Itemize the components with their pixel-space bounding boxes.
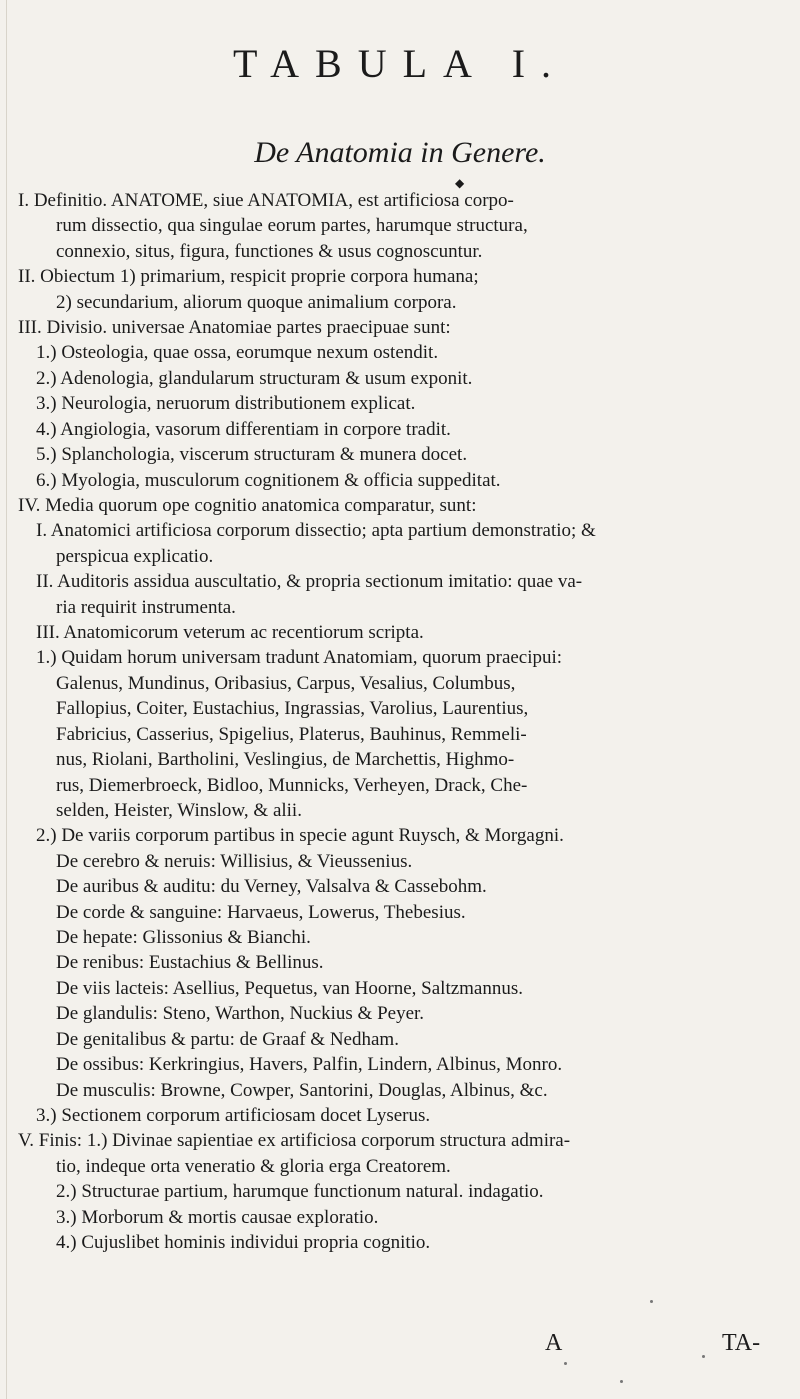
text-line: 1.) Quidam horum universam tradunt Anatomiam, quorum praecipui:: [36, 647, 563, 668]
text-line: De ossibus: Kerkringius, Havers, Palfin, Lindern, Albinus, Monro.: [56, 1054, 563, 1075]
text-line: nus, Riolani, Bartholini, Veslingius, de Marchettis, Highmo-: [56, 749, 515, 770]
text-line: De viis lacteis: Asellius, Pequetus, van Hoorne, Saltzmannus.: [56, 978, 524, 999]
text-line: I. Definitio. ANATOME, siue ANATOMIA, est artificiosa corpo-: [18, 190, 514, 211]
text-line: 2.) Adenologia, glandularum structuram & usum exponit.: [36, 368, 473, 389]
text-line: De corde & sanguine: Harvaeus, Lowerus, Thebesius.: [56, 902, 466, 923]
text-line: De hepate: Glissonius & Bianchi.: [56, 927, 311, 948]
text-line: 2.) De variis corporum partibus in specie agunt Ruysch, & Morgagni.: [36, 825, 564, 846]
text-line: 1.) Osteologia, quae ossa, eorumque nexum ostendit.: [36, 342, 439, 363]
text-line: 2.) Structurae partium, harumque functionum natural. indagatio.: [56, 1181, 544, 1202]
text-line: De auribus & auditu: du Verney, Valsalva & Cassebohm.: [56, 876, 487, 897]
text-line: I. Anatomici artificiosa corporum dissectio; apta partium demonstratio; &: [36, 520, 596, 541]
ink-speck: [620, 1380, 623, 1383]
page-edge: [6, 0, 7, 1399]
text-line: De musculis: Browne, Cowper, Santorini, Douglas, Albinus, &c.: [56, 1080, 548, 1101]
text-line: 6.) Myologia, musculorum cognitionem & officia suppeditat.: [36, 470, 501, 491]
text-line: Galenus, Mundinus, Oribasius, Carpus, Vesalius, Columbus,: [56, 673, 516, 694]
text-line: De cerebro & neruis: Willisius, & Vieussenius.: [56, 851, 413, 872]
text-line: 3.) Sectionem corporum artificiosam docet Lyserus.: [36, 1105, 431, 1126]
text-line: IV. Media quorum ope cognitio anatomica comparatur, sunt:: [18, 495, 477, 516]
ink-speck: [650, 1300, 653, 1303]
text-line: II. Auditoris assidua auscultatio, & propria sectionum imitatio: quae va-: [36, 571, 583, 592]
text-line: perspicua explicatio.: [56, 546, 214, 567]
text-line: Fabricius, Casserius, Spigelius, Platerus, Bauhinus, Remmeli-: [56, 724, 527, 745]
text-line: III. Divisio. universae Anatomiae partes praecipuae sunt:: [18, 317, 451, 338]
text-line: De glandulis: Steno, Warthon, Nuckius & Peyer.: [56, 1003, 425, 1024]
text-line: De renibus: Eustachius & Bellinus.: [56, 952, 324, 973]
text-line: ria requirit instrumenta.: [56, 597, 236, 618]
text-line: rus, Diemerbroeck, Bidloo, Munnicks, Verheyen, Drack, Che-: [56, 775, 528, 796]
text-line: 4.) Cujuslibet hominis individui propria cognitio.: [56, 1232, 431, 1253]
text-line: V. Finis: 1.) Divinae sapientiae ex artificiosa corporum structura admira-: [18, 1130, 571, 1151]
ink-speck: [702, 1355, 705, 1358]
text-line: tio, indeque orta veneratio & gloria erga Creatorem.: [56, 1156, 451, 1177]
ornament-mark: ◆: [455, 176, 465, 190]
text-line: Fallopius, Coiter, Eustachius, Ingrassias, Varolius, Laurentius,: [56, 698, 529, 719]
text-line: 2) secundarium, aliorum quoque animalium corpora.: [56, 292, 457, 313]
text-line: rum dissectio, qua singulae eorum partes, harumque structura,: [56, 215, 528, 236]
page-title: TABULA I.: [232, 41, 568, 86]
text-line: connexio, situs, figura, functiones & usus cognoscuntur.: [56, 241, 483, 262]
text-line: De genitalibus & partu: de Graaf & Nedham.: [56, 1029, 399, 1050]
text-line: III. Anatomicorum veterum ac recentiorum scripta.: [36, 622, 424, 643]
catchword: TA-: [722, 1330, 761, 1356]
text-line: selden, Heister, Winslow, & alii.: [56, 800, 302, 821]
text-line: II. Obiectum 1) primarium, respicit proprie corpora humana;: [18, 266, 479, 287]
text-line: 4.) Angiologia, vasorum differentiam in corpore tradit.: [36, 419, 451, 440]
text-line: 3.) Neurologia, neruorum distributionem explicat.: [36, 393, 416, 414]
text-line: 5.) Splanchologia, viscerum structuram & munera docet.: [36, 444, 468, 465]
text-line: 3.) Morborum & mortis causae exploratio.: [56, 1207, 379, 1228]
page-subtitle: De Anatomia in Genere.: [254, 136, 546, 169]
ink-speck: [564, 1362, 567, 1365]
signature-mark: A: [545, 1330, 563, 1356]
